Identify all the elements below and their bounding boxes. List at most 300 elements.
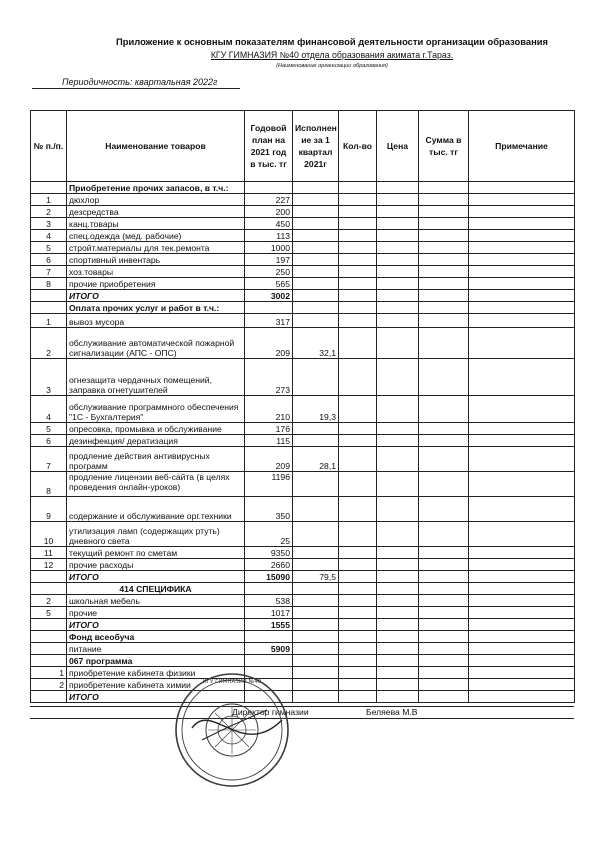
plan-value: 9350 (245, 547, 293, 559)
empty-cell (339, 290, 377, 302)
empty-cell (339, 447, 377, 472)
table-row (31, 522, 575, 547)
item-name: ИТОГО (67, 290, 245, 302)
exec-value (293, 472, 339, 497)
item-name: продление действия антивирусных программ (67, 447, 245, 472)
row-num: 4 (31, 396, 67, 423)
empty-cell (245, 655, 293, 667)
official-stamp (172, 670, 292, 790)
col-header: Годовой план на 2021 год в тыс. тг (245, 111, 293, 182)
plan-value: 200 (245, 206, 293, 218)
row-num: 1 (31, 194, 67, 206)
row-num (31, 182, 67, 194)
empty-cell (339, 631, 377, 643)
empty-cell (339, 328, 377, 359)
plan-value: 450 (245, 218, 293, 230)
empty-cell (419, 643, 469, 655)
empty-cell (469, 194, 575, 206)
plan-value: 1017 (245, 607, 293, 619)
empty-cell (339, 278, 377, 290)
item-name: школьная мебель (67, 595, 245, 607)
row-num: 10 (31, 522, 67, 547)
item-name: вывоз мусора (67, 314, 245, 328)
item-name: прочие (67, 607, 245, 619)
empty-cell (419, 571, 469, 583)
section-title: 067 программа (67, 655, 245, 667)
row-num: 2 (31, 328, 67, 359)
item-name: спец.одежда (мед. рабочие) (67, 230, 245, 242)
stamp-text: КГУ ГИМНАЗИЯ №40 (202, 679, 262, 685)
empty-cell (469, 679, 575, 691)
table-row (31, 314, 575, 328)
exec-value (293, 254, 339, 266)
exec-value: 19,3 (293, 396, 339, 423)
empty-cell (293, 655, 339, 667)
col-header: Кол-во (339, 111, 377, 182)
expense-table (30, 110, 575, 703)
col-header: Сумма в тыс. тг (419, 111, 469, 182)
exec-value (293, 230, 339, 242)
item-name: обслуживание программного обеспечения "1С - Бухгалтерия" (67, 396, 245, 423)
empty-cell (377, 691, 419, 703)
row-num: 1 (31, 314, 67, 328)
total-row (31, 691, 575, 703)
row-num: 5 (31, 607, 67, 619)
exec-value (293, 679, 339, 691)
exec-value: 28,1 (293, 447, 339, 472)
table-row (31, 679, 575, 691)
plan-value: 197 (245, 254, 293, 266)
col-header: Примечание (469, 111, 575, 182)
table-row (31, 242, 575, 254)
table-row (31, 194, 575, 206)
plan-value: 5909 (245, 643, 293, 655)
item-name: прочие расходы (67, 559, 245, 571)
empty-cell (377, 595, 419, 607)
empty-cell (339, 522, 377, 547)
exec-value (293, 218, 339, 230)
empty-cell (339, 206, 377, 218)
empty-cell (419, 631, 469, 643)
empty-cell (377, 194, 419, 206)
table-row (31, 278, 575, 290)
empty-cell (469, 472, 575, 497)
doc-title: Приложение к основным показателям финансовой деятельности организации образования (116, 36, 548, 47)
plan-value: 538 (245, 595, 293, 607)
empty-cell (419, 435, 469, 447)
table-header (31, 111, 575, 182)
item-name: дюхлор (67, 194, 245, 206)
item-name: хоз.товары (67, 266, 245, 278)
empty-cell (339, 583, 377, 595)
row-num: 7 (31, 266, 67, 278)
exec-value (293, 497, 339, 522)
empty-cell (469, 447, 575, 472)
item-name: стройт.материалы для тек.ремонта (67, 242, 245, 254)
section-title: Фонд всеобуча (67, 631, 245, 643)
col-header: Наименование товаров (67, 111, 245, 182)
plan-value: 250 (245, 266, 293, 278)
row-num: 2 (31, 206, 67, 218)
plan-value: 1000 (245, 242, 293, 254)
empty-cell (293, 302, 339, 314)
empty-cell (419, 266, 469, 278)
empty-cell (469, 266, 575, 278)
empty-cell (377, 435, 419, 447)
empty-cell (419, 547, 469, 559)
empty-cell (339, 218, 377, 230)
org-name: КГУ ГИМНАЗИЯ №40 отдела образования акимата г.Тараз. (210, 50, 454, 60)
exec-value (293, 607, 339, 619)
item-name: дезсредства (67, 206, 245, 218)
empty-cell (419, 679, 469, 691)
signer-name: Беляева М.В (366, 707, 418, 717)
table-row (31, 595, 575, 607)
empty-cell (377, 547, 419, 559)
table-row (31, 547, 575, 559)
item-name: содержание и обслуживание орг.техники (67, 497, 245, 522)
plan-value: 273 (245, 359, 293, 396)
item-name: огнезащита чердачных помещений, заправка огнетушителей (67, 359, 245, 396)
empty-cell (339, 619, 377, 631)
empty-cell (419, 290, 469, 302)
row-num: 2 (31, 595, 67, 607)
exec-value (293, 266, 339, 278)
plan-value: 209 (245, 447, 293, 472)
col-header: Цена (377, 111, 419, 182)
section-row (31, 583, 575, 595)
empty-cell (419, 230, 469, 242)
empty-cell (469, 218, 575, 230)
empty-cell (339, 254, 377, 266)
empty-cell (377, 667, 419, 679)
table-row (31, 328, 575, 359)
empty-cell (377, 447, 419, 472)
empty-cell (377, 583, 419, 595)
empty-cell (469, 435, 575, 447)
plan-value: 565 (245, 278, 293, 290)
empty-cell (339, 547, 377, 559)
row-num (31, 655, 67, 667)
col-header: Исполнен ие за 1 квартал 2021г (293, 111, 339, 182)
row-num: 12 (31, 559, 67, 571)
table-row (31, 667, 575, 679)
item-name: утилизация ламп (содержащих ртуть) дневного света (67, 522, 245, 547)
empty-cell (469, 182, 575, 194)
empty-cell (339, 571, 377, 583)
plan-value: 227 (245, 194, 293, 206)
empty-cell (377, 643, 419, 655)
empty-cell (339, 266, 377, 278)
total-row (31, 571, 575, 583)
empty-cell (377, 396, 419, 423)
empty-cell (419, 218, 469, 230)
empty-cell (377, 242, 419, 254)
empty-cell (469, 328, 575, 359)
row-num: 5 (31, 242, 67, 254)
empty-cell (339, 472, 377, 497)
exec-value (293, 206, 339, 218)
table-row (31, 472, 575, 497)
item-name: приобретение кабинета химии (67, 679, 245, 691)
empty-cell (339, 423, 377, 435)
empty-cell (419, 667, 469, 679)
empty-cell (377, 571, 419, 583)
empty-cell (293, 583, 339, 595)
item-name: прочие приобретения (67, 278, 245, 290)
item-name: приобретение кабинета физики (67, 667, 245, 679)
row-num: 7 (31, 447, 67, 472)
section-title: Оплата прочих услуг и работ в т.ч.: (67, 302, 245, 314)
table-row (31, 230, 575, 242)
empty-cell (377, 182, 419, 194)
empty-cell (339, 359, 377, 396)
empty-cell (419, 314, 469, 328)
plan-value: 2660 (245, 559, 293, 571)
item-name: питание (67, 643, 245, 655)
empty-cell (469, 230, 575, 242)
plan-value: 317 (245, 314, 293, 328)
empty-cell (377, 218, 419, 230)
row-num: 8 (31, 472, 67, 497)
plan-value: 176 (245, 423, 293, 435)
empty-cell (377, 472, 419, 497)
empty-cell (419, 242, 469, 254)
table-row (31, 559, 575, 571)
section-row (31, 302, 575, 314)
empty-cell (469, 497, 575, 522)
row-num: 2 (31, 679, 67, 691)
row-num: 4 (31, 230, 67, 242)
period-label: Периодичность: квартальная 2022г (62, 77, 218, 87)
empty-cell (377, 679, 419, 691)
empty-cell (245, 302, 293, 314)
empty-cell (469, 595, 575, 607)
empty-cell (419, 691, 469, 703)
table-row (31, 423, 575, 435)
empty-cell (339, 194, 377, 206)
empty-cell (469, 691, 575, 703)
empty-cell (469, 607, 575, 619)
section-title: Приобретение прочих запасов, в т.ч.: (67, 182, 245, 194)
item-name: опресовка, промывка и обслуживание (67, 423, 245, 435)
empty-cell (377, 254, 419, 266)
empty-cell (419, 447, 469, 472)
row-num: 3 (31, 218, 67, 230)
empty-cell (377, 559, 419, 571)
exec-value (293, 359, 339, 396)
empty-cell (339, 667, 377, 679)
exec-value (293, 242, 339, 254)
exec-value: 79,5 (293, 571, 339, 583)
plan-value: 1196 (245, 472, 293, 497)
exec-value: 32,1 (293, 328, 339, 359)
item-name: обслуживание автоматической пожарной сигнализации (АПС - ОПС) (67, 328, 245, 359)
empty-cell (377, 314, 419, 328)
empty-cell (377, 266, 419, 278)
empty-cell (419, 328, 469, 359)
total-row (31, 290, 575, 302)
row-num: 8 (31, 278, 67, 290)
row-num (31, 290, 67, 302)
exec-value (293, 314, 339, 328)
empty-cell (419, 182, 469, 194)
row-num (31, 691, 67, 703)
section-row (31, 631, 575, 643)
row-num: 3 (31, 359, 67, 396)
table-row (31, 359, 575, 396)
empty-cell (377, 359, 419, 396)
empty-cell (469, 522, 575, 547)
empty-cell (469, 583, 575, 595)
empty-cell (469, 206, 575, 218)
plan-value: 3002 (245, 290, 293, 302)
empty-cell (377, 631, 419, 643)
empty-cell (377, 607, 419, 619)
empty-cell (469, 643, 575, 655)
empty-cell (419, 206, 469, 218)
row-num: 9 (31, 497, 67, 522)
item-name: спортивный инвентарь (67, 254, 245, 266)
row-num: 5 (31, 423, 67, 435)
exec-value (293, 423, 339, 435)
empty-cell (469, 559, 575, 571)
item-name: текущий ремонт по сметам (67, 547, 245, 559)
empty-cell (339, 559, 377, 571)
table-row (31, 266, 575, 278)
empty-cell (293, 182, 339, 194)
period-underline (32, 88, 240, 89)
table-row (31, 254, 575, 266)
empty-cell (339, 595, 377, 607)
section-row (31, 655, 575, 667)
empty-cell (469, 242, 575, 254)
plan-value: 115 (245, 435, 293, 447)
empty-cell (469, 667, 575, 679)
empty-cell (419, 607, 469, 619)
section-title: 414 СПЕЦИФИКА (67, 583, 245, 595)
exec-value (293, 290, 339, 302)
empty-cell (469, 571, 575, 583)
empty-cell (377, 278, 419, 290)
plan-value: 210 (245, 396, 293, 423)
empty-cell (339, 396, 377, 423)
empty-cell (469, 396, 575, 423)
empty-cell (419, 359, 469, 396)
row-num (31, 583, 67, 595)
empty-cell (419, 472, 469, 497)
exec-value (293, 278, 339, 290)
exec-value (293, 547, 339, 559)
table-row (31, 435, 575, 447)
empty-cell (419, 522, 469, 547)
empty-cell (419, 194, 469, 206)
plan-value: 1555 (245, 619, 293, 631)
empty-cell (377, 290, 419, 302)
empty-cell (339, 182, 377, 194)
item-name: канц.товары (67, 218, 245, 230)
table-row (31, 206, 575, 218)
empty-cell (469, 290, 575, 302)
exec-value (293, 595, 339, 607)
exec-value (293, 559, 339, 571)
table-row (31, 643, 575, 655)
plan-value: 209 (245, 328, 293, 359)
empty-cell (469, 314, 575, 328)
empty-cell (339, 497, 377, 522)
empty-cell (377, 423, 419, 435)
table-row (31, 396, 575, 423)
empty-cell (339, 230, 377, 242)
empty-cell (469, 423, 575, 435)
empty-cell (419, 302, 469, 314)
empty-cell (469, 278, 575, 290)
empty-cell (469, 547, 575, 559)
table-row (31, 447, 575, 472)
empty-cell (419, 497, 469, 522)
empty-cell (377, 302, 419, 314)
exec-value (293, 435, 339, 447)
empty-cell (339, 242, 377, 254)
item-name: ИТОГО (67, 571, 245, 583)
empty-cell (469, 631, 575, 643)
empty-cell (377, 497, 419, 522)
row-num (31, 643, 67, 655)
empty-cell (419, 655, 469, 667)
empty-cell (245, 583, 293, 595)
empty-cell (339, 314, 377, 328)
empty-cell (293, 631, 339, 643)
empty-cell (339, 655, 377, 667)
empty-cell (419, 559, 469, 571)
exec-value (293, 194, 339, 206)
empty-cell (339, 679, 377, 691)
empty-cell (377, 619, 419, 631)
empty-cell (377, 655, 419, 667)
empty-cell (245, 182, 293, 194)
plan-value: 350 (245, 497, 293, 522)
row-num (31, 619, 67, 631)
table-row (31, 497, 575, 522)
empty-cell (419, 595, 469, 607)
item-name: дезинфекция/ дератизация (67, 435, 245, 447)
row-num: 11 (31, 547, 67, 559)
row-num: 6 (31, 254, 67, 266)
empty-cell (469, 655, 575, 667)
item-name: ИТОГО (67, 691, 245, 703)
empty-cell (339, 607, 377, 619)
empty-cell (419, 396, 469, 423)
exec-value (293, 643, 339, 655)
plan-value: 15090 (245, 571, 293, 583)
plan-value: 25 (245, 522, 293, 547)
row-num: 1 (31, 667, 67, 679)
empty-cell (419, 278, 469, 290)
item-name: ИТОГО (67, 619, 245, 631)
empty-cell (469, 254, 575, 266)
plan-value: 113 (245, 230, 293, 242)
empty-cell (469, 359, 575, 396)
empty-cell (377, 522, 419, 547)
org-caption: (Наименование организации образования) (276, 63, 388, 69)
exec-value (293, 619, 339, 631)
total-row (31, 619, 575, 631)
empty-cell (339, 691, 377, 703)
empty-cell (377, 206, 419, 218)
table-row (31, 607, 575, 619)
empty-cell (419, 619, 469, 631)
exec-value (293, 691, 339, 703)
